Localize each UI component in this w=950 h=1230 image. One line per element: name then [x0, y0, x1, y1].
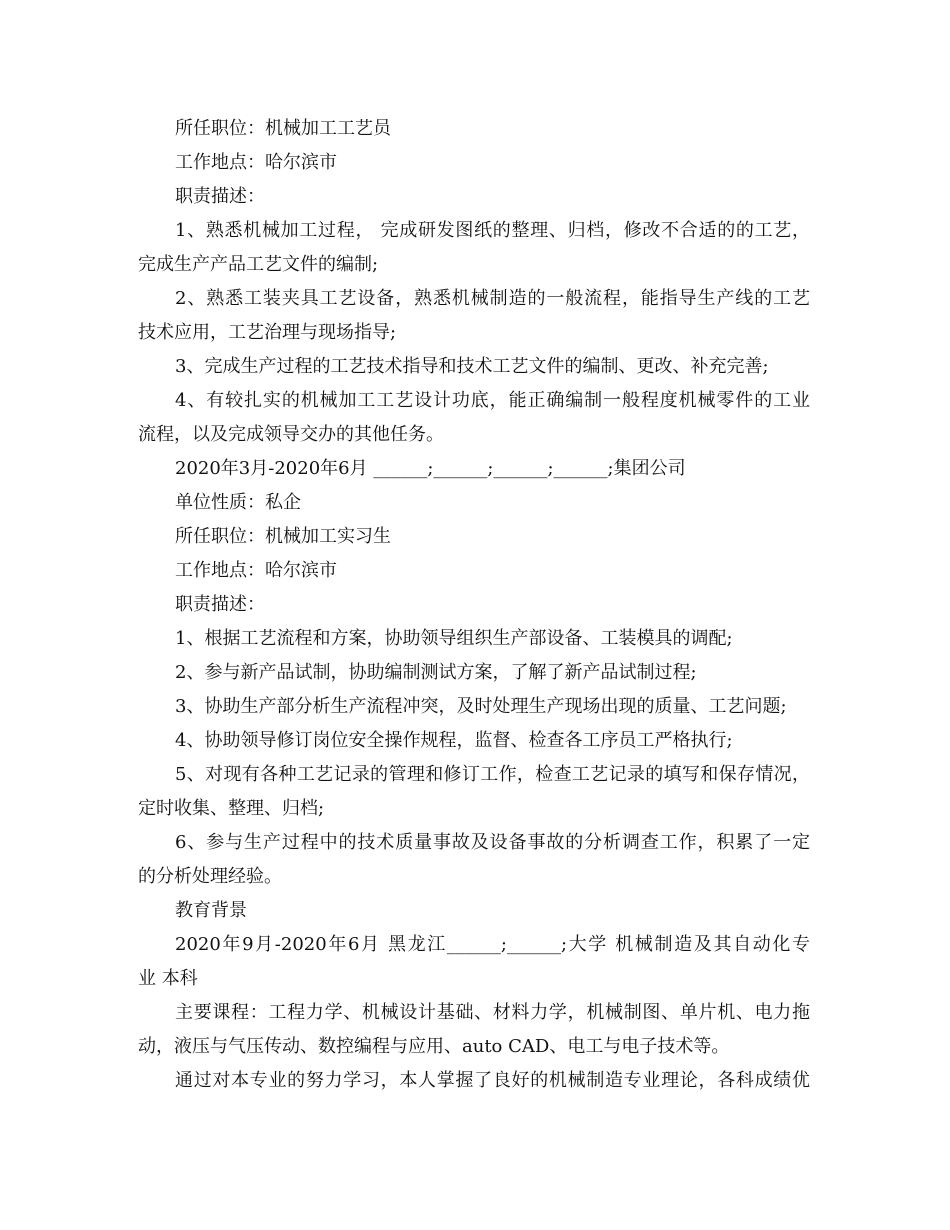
text-line: 1、根据工艺流程和方案，协助领导组织生产部设备、工装模具的调配; — [175, 628, 733, 649]
text-line: 所任职位：机械加工实习生 — [175, 526, 391, 547]
text-line: 职责描述： — [175, 186, 265, 207]
text-line: 通过对本专业的努力学习，本人掌握了良好的机械制造专业理论，各科成绩优 — [175, 1070, 810, 1091]
text-line: 4、有较扎实的机械加工工艺设计功底，能正确编制一般程度机械零件的工业 — [175, 390, 810, 411]
text-line: 4、协助领导修订岗位安全操作规程，监督、检查各工序员工严格执行; — [175, 730, 733, 751]
document-page — [138, 112, 810, 1098]
text-line: 2、熟悉工装夹具工艺设备，熟悉机械制造的一般流程，能指导生产线的工艺 — [175, 288, 810, 309]
text-line: 技术应用，工艺治理与现场指导; — [138, 322, 397, 343]
text-line: 流程，以及完成领导交办的其他任务。 — [138, 424, 444, 445]
text-line: 单位性质：私企 — [175, 492, 301, 513]
text-line: 业 本科 — [138, 968, 198, 989]
text-line: 工作地点：哈尔滨市 — [175, 560, 337, 581]
text-line: 1、熟悉机械加工过程， 完成研发图纸的整理、归档，修改不合适的的工艺， — [175, 220, 810, 241]
text-line: 定时收集、整理、归档; — [138, 798, 325, 819]
section-heading: 教育背景 — [175, 900, 247, 921]
text-line: 的分析处理经验。 — [138, 866, 282, 887]
text-line: 动，液压与气压传动、数控编程与应用、auto CAD、电工与电子技术等。 — [138, 1036, 730, 1057]
text-line: 6、参与生产过程中的技术质量事故及设备事故的分析调查工作，积累了一定 — [175, 832, 810, 853]
text-line: 5、对现有各种工艺记录的管理和修订工作，检查工艺记录的填写和保存情况， — [175, 764, 810, 785]
text-line: 3、协助生产部分析生产流程冲突，及时处理生产现场出现的质量、工艺问题; — [175, 696, 787, 717]
text-line: 主要课程：工程力学、机械设计基础、材料力学，机械制图、单片机、电力拖 — [175, 1002, 810, 1023]
text-line: 完成生产产品工艺文件的编制; — [138, 254, 379, 275]
text-line: 工作地点：哈尔滨市 — [175, 152, 337, 173]
text-line: 3、完成生产过程的工艺技术指导和技术工艺文件的编制、更改、补充完善; — [175, 356, 769, 377]
text-line: 2020年3月-2020年6月 ______;______;______;______;集团公司 — [175, 458, 686, 479]
text-line: 2、参与新产品试制，协助编制测试方案，了解了新产品试制过程; — [175, 662, 697, 683]
text-line: 2020年9月-2020年6月 黑龙江______;______;大学 机械制造及其自动化专 — [175, 934, 810, 955]
text-line: 所任职位：机械加工工艺员 — [175, 118, 391, 139]
text-line: 职责描述： — [175, 594, 265, 615]
